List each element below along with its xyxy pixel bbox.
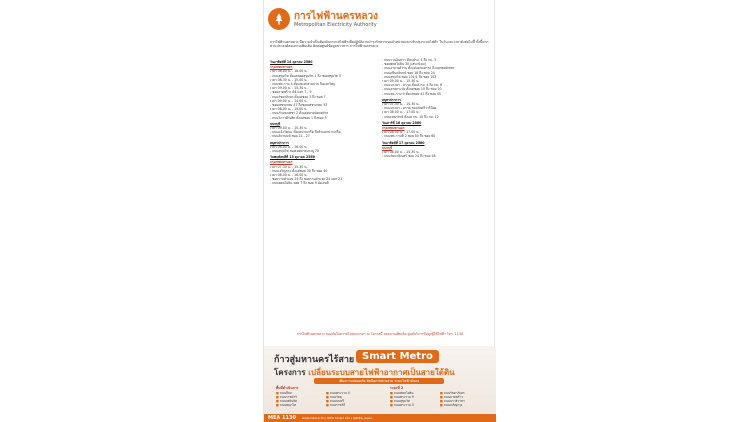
schedule-line: - ถนนรัชดาภิเษก ตั้งแต่ซอย 3 ถึง ซอย 7 bbox=[270, 94, 326, 99]
announcement-sheet bbox=[263, 0, 495, 422]
header bbox=[268, 6, 492, 32]
schedule-line: - ถนนพระราม 4 ตั้งแต่แยกสามย่าน ถึงแยกวิทยุ bbox=[270, 82, 336, 87]
schedule-line: - ซอยพหลโยธิน 30 (เสนานิคม) bbox=[382, 62, 426, 67]
schedule-line: - ถนนสุขุมวิท ซอยเทศบาลบางปู 70 bbox=[270, 149, 319, 154]
schedule-date: นนทบุรี bbox=[270, 121, 281, 126]
area-item: ■ ถนนพระราม 4 bbox=[326, 391, 376, 395]
schedule-line: - ถนนบางนา - ตราด ตั้งแต่ กม. 4 ถึง กม. 6 bbox=[382, 83, 443, 88]
schedule-date: วันอาทิตย์ที่ 14 ตุลาคม 2560 bbox=[270, 60, 313, 64]
schedule-line: - ถนนบางนา - ตราด ซอยวัดศรีวารีน้อย bbox=[382, 106, 437, 111]
schedule-line: เวลา 08.00 น. - 15.00 น. bbox=[270, 107, 308, 112]
banner-project-highlight: เปลี่ยนระบบสายไฟฟ้าอากาศเป็นสายใต้ดิน bbox=[308, 368, 455, 377]
area-item: ■ ถนนลาดพร้าว bbox=[440, 395, 490, 399]
schedule-columns bbox=[270, 58, 490, 330]
banner-project-prefix: โครงการ bbox=[274, 368, 309, 377]
schedule-line: เวลา 08.00 น. - 16.00 น. bbox=[270, 69, 308, 74]
banner-subtitle: เพิ่มความปลอดภัย ทัศนียภาพสวยงาม ระบบไฟฟ้ามั่นคง bbox=[314, 378, 444, 384]
area-item: ■ ถนนนนทรี bbox=[326, 399, 376, 403]
schedule-line: - ถนนติวานนท์ ซอย 21 - 27 bbox=[270, 134, 310, 139]
intro-text: การไฟฟ้านครหลวง มีความจำเป็นต้องดับกระแสไฟฟ้าเพื่อปฏิบัติงานบำรุงรักษาระบบจำหน่ายและปรับปรุงระบบไฟฟ้า ในวันและเวลาดังต่อไปนี้ ทั้งนี้หากท่านประสงค์สอบถามเพิ่มเติม ติดต่อศูนย์ข้อมูลข่าวสาร การไฟฟ้านครหลวง bbox=[270, 40, 489, 49]
area-item: ■ ถนนพระราม 9 bbox=[390, 395, 440, 399]
area-item: ■ ถนนนราธิวาสฯ bbox=[440, 399, 490, 403]
area-item: ■ ถนนวิทยุ bbox=[326, 395, 376, 399]
schedule-area: กรุงเทพมหานคร bbox=[270, 65, 293, 70]
schedule-line: เวลา 09.00 น. - 15.30 น. bbox=[270, 86, 308, 91]
schedule-date: สมุทรปราการ bbox=[382, 97, 401, 102]
area-item: ■ ถนนพหลโยธิน bbox=[390, 391, 440, 395]
schedule-line: - ถนนสุขุมวิท ซอย 101/1 ถึง ซอย 103 bbox=[382, 74, 437, 79]
schedule-line: เวลา 09.00 น. - 15.30 น. bbox=[270, 126, 308, 131]
footnote: การไฟฟ้านครหลวง ขออภัยในความไม่สะดวกมา ณ โอกาสนี้ สอบถามเพิ่มเติม ศูนย์บริการข้อมูลผู้ใช้ไฟฟ้า โทร. 1130 bbox=[296, 332, 464, 336]
smart-metro-banner bbox=[264, 346, 496, 422]
schedule-line: - ถนนลาดกระบัง ตั้งแต่ซอย 10 ถึง ซอย 20 bbox=[382, 87, 442, 92]
schedule-line: - ซอยลาดพร้าว 64 แยก 7 - 9 bbox=[270, 90, 312, 95]
area-item: ■ ถนนเพลินจิต bbox=[276, 399, 326, 403]
areas-title-left: พื้นที่ดำเนินการ bbox=[276, 386, 299, 390]
schedule-date: วันพฤหัสบดีที่ 15 ตุลาคม 2560 bbox=[270, 155, 315, 160]
areas-list-left bbox=[276, 391, 376, 407]
areas-title-right: ระยะที่ 2 bbox=[390, 386, 404, 390]
area-item: ■ ถนนสีลม bbox=[276, 391, 326, 395]
schedule-area: กรุงเทพมหานคร bbox=[270, 160, 293, 165]
mea-logo-icon bbox=[268, 8, 290, 30]
smart-metro-badge: Smart Metro bbox=[356, 350, 439, 363]
schedule-line: - ถนนเจริญกรุง ตั้งแต่ซอย 30 ถึง ซอย 40 bbox=[270, 168, 328, 173]
schedule-line: เวลา 08.00 น. - 17.00 น. bbox=[382, 130, 420, 135]
schedule-line: - ถนนแจ้งวัฒนะ ตั้งแต่ปากเกร็ด ถึงห้าแยกปากเกร็ด bbox=[270, 130, 341, 135]
schedule-line: - ถนนพระราม 9 ตั้งแต่ซอย 41 ถึง ซอย 45 bbox=[382, 91, 441, 96]
schedule-line: - ถนนกำแพงเพชร 2 ตั้งแต่ตลาดนัดจตุจักร bbox=[270, 111, 329, 116]
schedule-right-column bbox=[382, 58, 490, 330]
brand-name-th: การไฟฟ้านครหลวง bbox=[294, 10, 378, 22]
area-item: ■ ถนนรัชดาภิเษก bbox=[440, 391, 490, 395]
social-links: www.mea.or.th | MEA Smart Life | @MEA_news bbox=[301, 416, 372, 420]
area-item: ■ ถนนพระราม 3 bbox=[390, 403, 440, 407]
schedule-line: - ถนนพหลโยธิน ซอย 7 ถึง ซอย 9 ฝั่งเลขคี่ bbox=[270, 181, 329, 186]
schedule-line: - ถนนสุขุมวิท ตั้งแต่ซอยสุขุมวิท 1 ถึง ซอยสุขุมวิท 5 bbox=[270, 73, 342, 78]
call-center-number: MEA 1130 bbox=[268, 415, 296, 421]
schedule-line: เวลา 08.00 น. - 16.00 น. bbox=[270, 144, 308, 149]
area-item: ■ ถนนเจริญกรุง bbox=[440, 403, 490, 407]
banner-headline: ก้าวสู่มหานครไร้สาย bbox=[274, 355, 355, 365]
area-item: ■ ถนนราชดำริ bbox=[276, 395, 326, 399]
schedule-line: เวลา 07.30 น. - 15.30 น. bbox=[270, 164, 308, 169]
areas-list-right bbox=[390, 391, 490, 407]
schedule-line: เวลา 08.00 น. - 16.00 น. bbox=[270, 173, 308, 178]
area-item: ■ ถนนสุขุมวิท bbox=[390, 399, 440, 403]
schedule-line: เวลา 08.30 น. - 15.00 น. bbox=[270, 77, 308, 82]
schedule-area: นนทบุรี bbox=[382, 145, 393, 150]
schedule-line: - ถนนรัตนาธิเบศร์ ซอย 24 ถึง ซอย 28 bbox=[382, 154, 436, 159]
schedule-line: เวลา 08.00 น. - 15.30 น. bbox=[382, 150, 420, 155]
schedule-line: - ถนนพระรามที่ 2 ซอย 50 ถึง ซอย 60 bbox=[382, 134, 436, 139]
schedule-line: เวลา 07.30 น. - 15.30 น. bbox=[382, 102, 420, 107]
schedule-line: - ถนนเทพารักษ์ ตั้งแต่ กม. 10 ถึง กม. 12 bbox=[382, 114, 439, 119]
schedule-line: เวลา 09.00 น. - 15.30 น. bbox=[382, 79, 420, 84]
schedule-line: - ถนนวิภาวดีรังสิต ตั้งแต่ซอย 1 ถึงซอย 3 bbox=[270, 115, 327, 120]
schedule-left-column bbox=[270, 58, 378, 330]
schedule-line: - ถนนศรีนครินทร์ ซอย 18 ถึง ซอย 24 bbox=[382, 70, 435, 75]
schedule-line: เวลา 09.00 น. - 14.00 น. bbox=[270, 98, 308, 103]
brand-name-en: Metropolitan Electricity Authority bbox=[294, 21, 377, 28]
schedule-line: - ถนนรามอินทรา ตั้งแต่กม. 1 ถึง กม. 3 bbox=[382, 58, 437, 62]
area-item: ■ ถนนพญาไท bbox=[276, 403, 326, 407]
banner-footer-bar bbox=[264, 414, 496, 422]
schedule-area: กรุงเทพมหานคร bbox=[382, 126, 405, 131]
schedule-date: วันเสาร์ที่ 16 ตุลาคม 2560 bbox=[382, 120, 422, 125]
schedule-date: สมุทรปราการ bbox=[270, 140, 289, 145]
schedule-line: - ซอยเพชรเกษม 47 ถึงซอยเพชรเกษม 53 bbox=[270, 103, 328, 108]
schedule-date: วันอาทิตย์ที่ 17 ตุลาคม 2560 bbox=[382, 140, 425, 145]
area-item: ■ ถนนราชวิถี bbox=[326, 403, 376, 407]
schedule-line: - ถนนงามวงศ์วาน ตั้งแต่แยกแคราย ถึงแยกพงษ์เพชร bbox=[382, 66, 455, 71]
schedule-line: - ซอยรามคำแหง 24 ถึง ซอยรามคำแหง 24 แยก 21 bbox=[270, 177, 343, 182]
schedule-line: เวลา 08.00 น. - 17.00 น. bbox=[382, 110, 420, 115]
